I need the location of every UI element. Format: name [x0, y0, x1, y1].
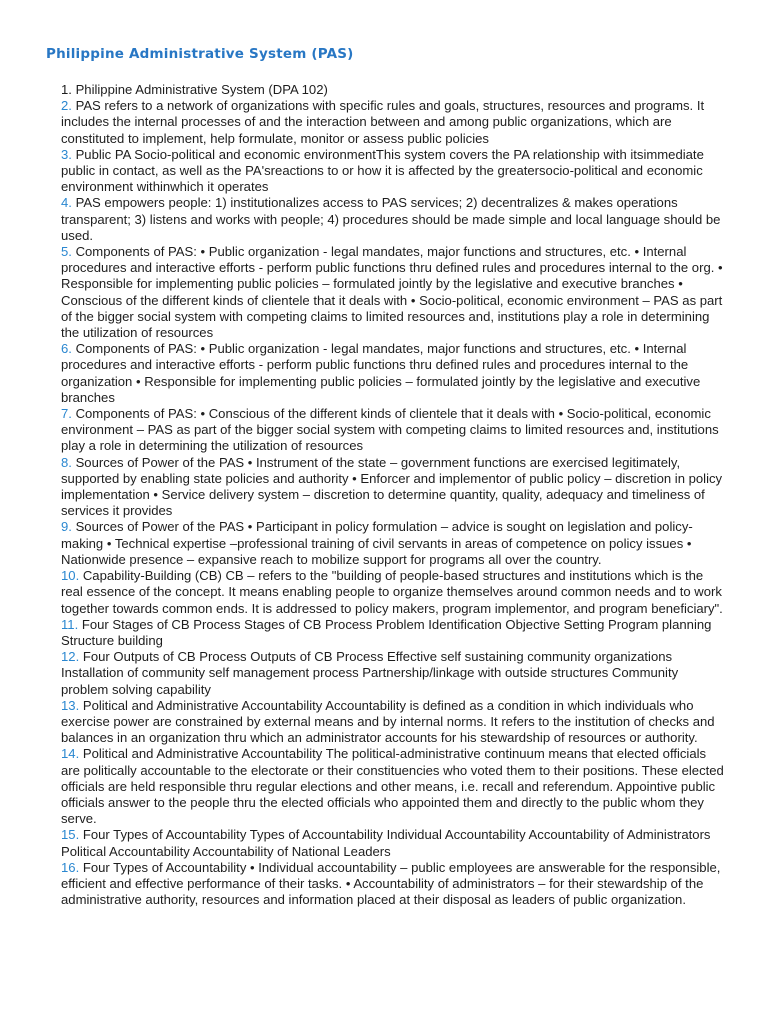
- list-item: [61, 98, 724, 147]
- item-number: 15.: [61, 827, 80, 843]
- list-item: [61, 341, 724, 406]
- item-text: Public PA Socio-political and economic environmentThis system covers the PA relationship with itsimmediate public in contact, as well as the PA'sreactions to or how it is affected by the greatersocio-political and economic environment withinwhich it operates: [61, 146, 704, 195]
- list-item: [61, 568, 724, 617]
- item-text: Four Stages of CB Process Stages of CB Process Problem Identification Objective Setting Program planning Structure building: [61, 616, 712, 648]
- item-number: 13.: [61, 697, 80, 713]
- list-item: [61, 195, 724, 244]
- item-number: 6.: [61, 341, 72, 357]
- item-number: 4.: [61, 195, 72, 211]
- list-item: [61, 827, 724, 859]
- item-number: 7.: [61, 406, 72, 422]
- list-item: [61, 406, 724, 455]
- item-number: 12.: [61, 649, 80, 665]
- item-number: 5.: [61, 244, 72, 260]
- item-number: 16.: [61, 859, 80, 875]
- item-text: PAS refers to a network of organizations with specific rules and goals, structures, resources and programs. It includes the internal processes of and the interaction between and among public organizations, which are constituted to implement, help formulate, monitor or assess public policies: [61, 98, 705, 146]
- item-text: Components of PAS: • Public organization - legal mandates, major functions and structures, etc. • Internal procedures and interactive efforts - perform public functions thru defined rules and procedures internal to the organization • Responsible for implementing public policies – formulated jointly by the legislative and executive branches: [61, 341, 701, 405]
- item-list: [46, 82, 724, 908]
- item-number: 11.: [61, 616, 79, 632]
- list-item: [61, 244, 724, 341]
- list-item: [61, 617, 724, 649]
- item-text: Philippine Administrative System (DPA 102): [75, 82, 328, 97]
- list-item: [61, 519, 724, 568]
- list-item: [61, 746, 724, 827]
- item-number: 3.: [61, 146, 72, 162]
- item-text: PAS empowers people: 1) institutionalizes access to PAS services; 2) decentralizes & makes operations transparent; 3) listens and works with people; 4) procedures should be made simple and local language should be used.: [61, 195, 721, 243]
- item-text: Components of PAS: • Conscious of the different kinds of clientele that it deals with • Socio-political, economic environment – PAS as part of the bigger social system with competing claims to limited resources and, institutions play a role in determining the utilization of resources: [61, 406, 719, 454]
- item-number: 1.: [61, 82, 72, 97]
- list-item: [61, 147, 724, 196]
- list-item: [61, 82, 724, 98]
- item-text: Capability-Building (CB) CB – refers to the "building of people-based structures and institutions which is the real essence of the concept. It means enabling people to organize themselves around common needs and to work together towards common ends. It is addressed to policy makers, program implementor, and program beneficiary".: [61, 568, 723, 616]
- item-number: 9.: [61, 519, 72, 535]
- item-text: Sources of Power of the PAS • Participant in policy formulation – advice is sought on legislation and policy-making • Technical expertise –professional training of civil servants in areas of competence on policy issues • Nationwide presence – expansive reach to mobilize support for programs all over the country.: [61, 519, 693, 567]
- item-text: Political and Administrative Accountability The political-administrative continuum means that elected officials are politically accountable to the electorate or their constituencies who voted them to their positions. These elected officials are held responsible thru regular elections and other means, i.e. recall and referendum. Appointive public officials answer to the people thru the elected officials who appointed them and directly to the public whom they serve.: [61, 746, 724, 827]
- item-number: 8.: [61, 454, 72, 470]
- list-item: [61, 860, 724, 909]
- item-text: Sources of Power of the PAS • Instrument of the state – government functions are exercised legitimately, supported by enabling state policies and authority • Enforcer and implementor of public policy – discretion in policy implementation • Service delivery system – discretion to determine quantity, quality, adequacy and timeliness of services it provides: [61, 454, 723, 519]
- item-number: 14.: [61, 746, 80, 762]
- page-title: Philippine Administrative System (PAS): [46, 46, 354, 62]
- item-text: Political and Administrative Accountability Accountability is defined as a condition in which individuals who exercise power are constrained by external means and by internal norms. It refers to the institution of checks and balances in an organization thru which an administrator accounts for his stewardship of resources or authority.: [61, 697, 715, 746]
- item-text: Four Types of Accountability • Individual accountability – public employees are answerable for the responsible, efficient and effective performance of their tasks. • Accountability of administrators – for their stewardship of the administrative authority, resources and information placed at their disposal as leaders of public organization.: [61, 859, 721, 908]
- item-text: Components of PAS: • Public organization - legal mandates, major functions and structures, etc. • Internal procedures and interactive efforts - perform public functions thru defined rules and procedures internal to the org. • Responsible for implementing public policies – formulated jointly by the legislative and executive branches • Conscious of the different kinds of clientele that it deals with • Socio-political, economic environment – PAS as part of the bigger social system with competing claims to limited resources and, institutions play a role in determining the utilization of resources: [61, 244, 723, 341]
- list-item: [61, 698, 724, 747]
- item-text: Four Outputs of CB Process Outputs of CB Process Effective self sustaining community organizations Installation of community self management process Partnership/linkage with outside structures Community problem solving capability: [61, 649, 679, 697]
- item-number: 2.: [61, 98, 72, 114]
- list-item: [61, 649, 724, 698]
- item-number: 10.: [61, 568, 80, 584]
- list-item: [61, 455, 724, 520]
- item-text: Four Types of Accountability Types of Accountability Individual Accountability Accountability of Administrators Political Accountability Accountability of National Leaders: [61, 827, 711, 859]
